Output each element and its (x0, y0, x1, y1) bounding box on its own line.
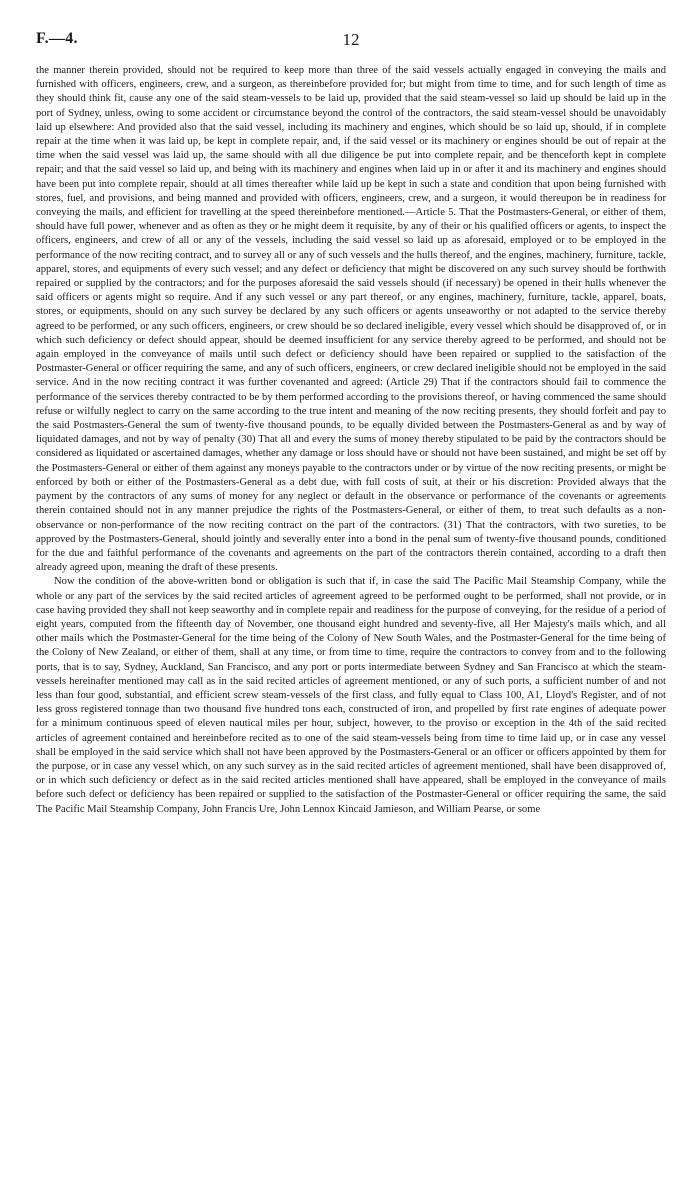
document-body (36, 64, 666, 817)
page-number: 12 (342, 30, 360, 49)
document-reference: F.—4. (36, 30, 78, 47)
paragraph-continued: the manner therein provided, should not be required to keep more than three of the said vessels actually engaged in conveying the mails and furnished with officers, engineers, crew, and a surgeon, as thereinbefore provided for; but might from time to time, and for such length of time as they should think fit, cause any one of the said steam-vessels to be laid up, provided that the said steam-vessel so laid up should be laid up in the port of Sydney, unless, owing to some accident or circumstance beyond the control of the contractors, the said steam-vessel should be unavoidably laid up elsewhere: And provided also that the said vessel, including its machinery and engines, which should be so laid up, should, if in complete repair at the time when it was laid up, be kept in complete repair, and, if the said vessel or its machinery or engines should be out of repair at the time when the said vessel was laid up, the same should with all due diligence be put into complete repair, and be thenceforth kept in complete repair; and that the said vessel so laid up, and being with its machinery and engines when laid up in or after it and its machinery and engines should have been put into complete repair, should at all times thereafter while laid up be kept in such a state and condition that upon being furnished with stores, fuel, and provisions, and being manned and provided with officers, engineers, crew, and a surgeon, it would thereupon be in readiness for conveying the mails, and efficient for travelling at the speed thereinbefore mentioned.—Article 5. That the Postmasters-General, or either of them, should have full power, whenever and as often as they or he might deem it requisite, by any of their or his qualified officers or agents, to inspect the officers, engineers, and crew of all or any of the vessels, including the said vessel so laid up as aforesaid, employed or to be employed in the performance of the now reciting contract, and to survey all or any of such vessels and the hulls thereof, and the engines, machinery, furniture, tackle, apparel, stores, and equipments of every such vessel; and any defect or deficiency that might be discovered on any such survey should be forthwith repaired or supplied by the contractors; and for the purposes aforesaid the said vessels should (if necessary) be opened in their hulls whenever the said officers or agents might so require. And if any such vessel or any part thereof, or any engines, machinery, furniture, tackle, apparel, boats, stores, or equipments, should on any such survey be declared by any such officers or agents unseaworthy or not adapted to the service thereby agreed to be performed, or any such officers, engineers, or crew should be so declared ineligible, every vessel which should be disapproved of, or in which such deficiency or defect should appear, should be deemed insufficient for any service thereby agreed to be performed, and should not be again employed in the conveyance of mails until such defect or deficiency should have been repaired or supplied to the satisfaction of the Postmaster-General or officer requiring the same, and any of such officers, engineers, or crew declared ineligible should not be employed in the said service. And in the now reciting contract it was further covenanted and agreed: (Article 29) That if the contractors should fail to commence the performance of the services thereby contracted to be by them performed according to the provisions thereof, or having commenced the same should refuse or wilfully neglect to carry on the same according to the true intent and meaning of the now reciting presents, they should forfeit and pay to the said Postmasters-General the sum of twenty-five thousand pounds, to be equally divided between the Postmasters-General as and by way of liquidated damages, and not by way of penalty (30) That all and every the sums of money thereby stipulated to be paid by the contractors should be considered as liquidated or ascertained damages, whether any damage or loss should have or should not have been sustained, and might be set off by the Postmasters-General or either of them against any moneys payable to the contractors under or by virtue of the now reciting presents, or might be enforced by both or either of the Postmasters-General as a debt due, with full costs of suit, at their or his discretion: Provided always that the payment by the contractors of any sums of money for any neglect or default in the observance or performance of the covenants or agreements therein contained should not in any manner prejudice the rights of the Postmasters-General, or either of them, to treat such defaults as a non-observance or non-performance of the now reciting contract on the part of the contractors. (31) That the contractors, with two sureties, to be approved by the Postmasters-General, should jointly and severally enter into a bond in the penal sum of twenty-five thousand pounds, conditioned for the due and faithful performance of the covenants and agreements on the part of the contractors therein contained, according to a draft then already agreed upon, meaning the draft of these presents. (36, 65, 667, 574)
page-header (36, 30, 666, 64)
paragraph-bond-condition: Now the condition of the above-written bond or obligation is such that if, in case the said The Pacific Mail Steamship Company, while the whole or any part of the services by the said recited articles of agreement agreed to be performed ought to be performed, shall not provide, or in case having provided they shall not keep seaworthy and in complete repair and readiness for the purpose of conveying, for the residue of a period of eight years, computed from the fifteenth day of November, one thousand eight hundred and seventy-five, all Her Majesty's mails which, and all other mails which the Postmaster-General for the time being of the Colony of New South Wales, and the Postmaster-General for the time being of the Colony of New Zealand, or either of them, shall at any time, or from time to time, require the contractors to convey from and to the following ports, that is to say, Sydney, Auckland, San Francisco, and any port or ports intermediate between Sydney and San Francisco at which the steam-vessels hereinafter mentioned may call as in the said recited articles of agreement mentioned, or any of such ports, a sufficient number of and not less than four good, substantial, and efficient screw steam-vessels of the first class, and fully equal to Class 100, A1, Lloyd's Register, and of not less gross registered tonnage than two thousand five hundred tons each, constructed of iron, and propelled by first rate engines of adequate power for a minimum continuous speed of eleven nautical miles per hour, subject, however, to the proviso or exception in the 4th of the said recited articles of agreement contained and hereinbefore recited as to one of the said steam-vessels being from time to time laid up, or in case any vessel shall be employed in the said service which shall not have been approved by the Postmasters-General or an officer or officers appointed by them for the purpose, or in case any vessel which, on any such survey as in the said recited articles of agreement mentioned, shall have been disapproved of, or in which such deficiency or defect as in the said recited articles mentioned shall have appeared, shall be employed in the conveyance of mails before such defect or deficiency has been repaired or supplied to the satisfaction of the Postmaster-General or officer requiring the same, the said The Pacific Mail Steamship Company, John Francis Ure, John Lennox Kincaid Jamieson, and William Pearse, or some (36, 576, 666, 815)
